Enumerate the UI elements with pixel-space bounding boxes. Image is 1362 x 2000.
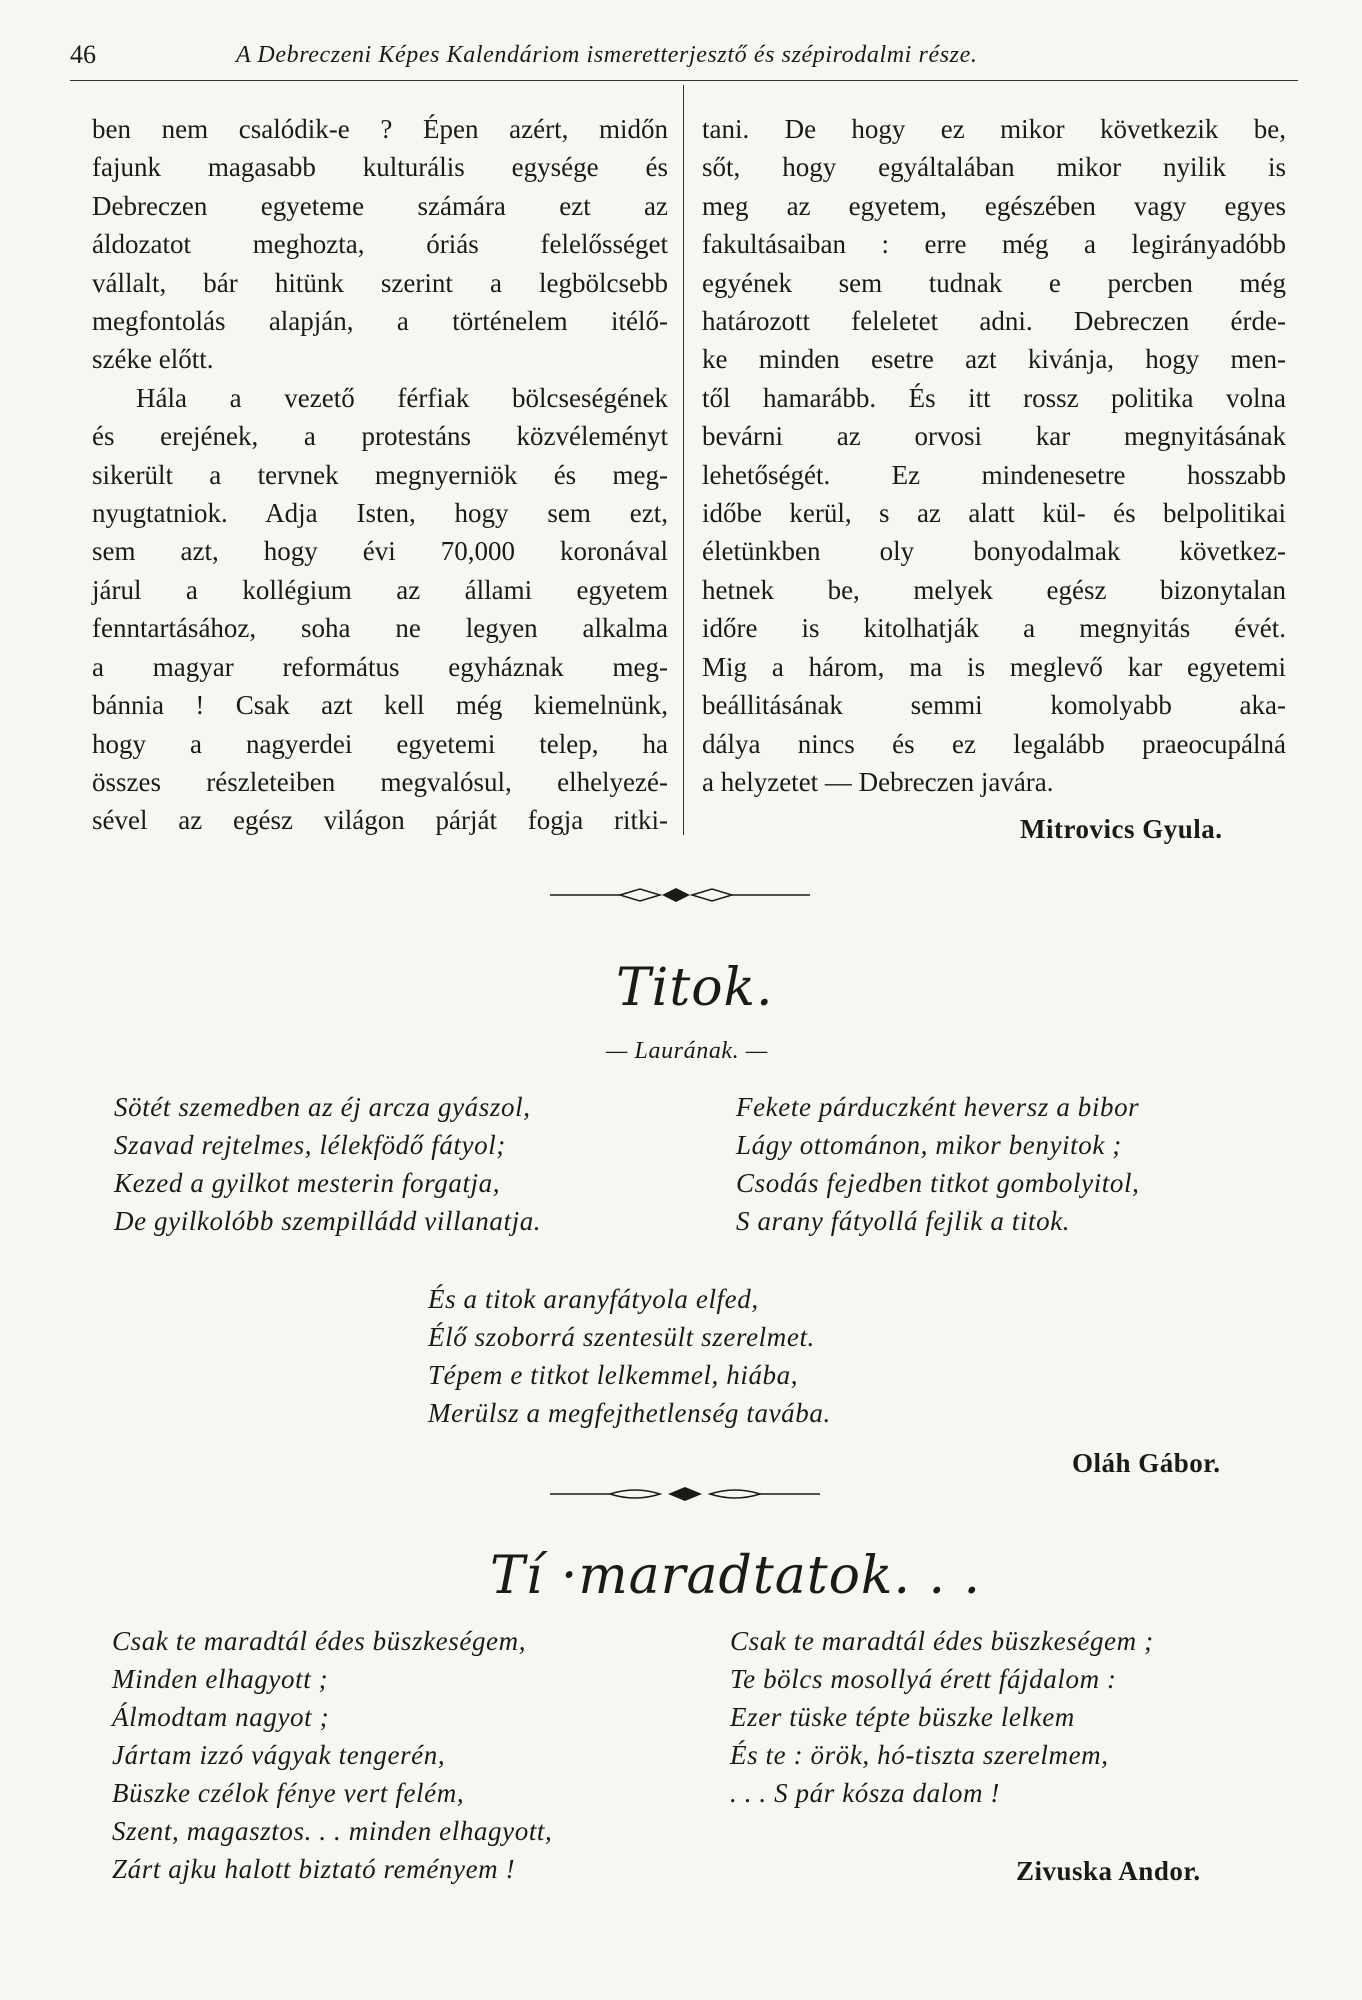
text-line: nyugtatniok. Adja Isten, hogy sem ezt,: [92, 498, 668, 529]
poem-stanza-right: [730, 1622, 1154, 1812]
text-line: áldozatot meghozta, óriás felelősséget: [92, 229, 668, 260]
text-line: egyének sem tudnak e percben még: [702, 267, 1286, 298]
text-line: Debreczen egyeteme számára ezt az: [92, 190, 668, 221]
text-line: a magyar református egyháznak meg-: [92, 651, 668, 682]
text-line: től hamarább. És itt rossz politika volna: [702, 382, 1286, 413]
text-line: a helyzetet — Debreczen javára.: [702, 766, 1054, 797]
article-author: Mitrovics Gyula.: [1020, 814, 1223, 844]
header-rule: [70, 80, 1298, 81]
text-line: ben nem csalódik-e ? Épen azért, midőn: [92, 114, 668, 144]
verse-line: Büszke czélok fénye vert felém,: [112, 1778, 465, 1808]
text-line: megfontolás alapján, a történelem itélő-: [92, 306, 668, 337]
verse-line: Szavad rejtelmes, lélekfödő fátyol;: [114, 1130, 506, 1160]
verse-line: Csodás fejedben titkot gombolyitol,: [736, 1168, 1140, 1198]
running-header: A Debreczeni Képes Kalendáriom ismeretterjesztő és szépirodalmi része.: [236, 42, 978, 68]
text-line: Hála a vezető férfiak bölcseségének: [136, 382, 668, 413]
verse-line: Álmodtam nagyot ;: [112, 1702, 330, 1732]
text-line: Mig a három, ma is meglevő kar egyetemi: [702, 651, 1286, 682]
verse-line: Lágy ottománon, mikor benyitok ;: [736, 1130, 1122, 1160]
text-line: hogy a nagyerdei egyetemi telep, ha: [92, 728, 668, 759]
text-line: sőt, hogy egyáltalában mikor nyilik is: [702, 152, 1286, 183]
verse-line: Te bölcs mosollyá érett fájdalom :: [730, 1664, 1117, 1694]
text-line: határozott feleletet adni. Debreczen érde-: [702, 306, 1286, 337]
text-line: járul a kollégium az állami egyetem: [92, 574, 668, 605]
text-line: összes részleteiben megvalósul, elhelyezé-: [92, 766, 668, 797]
column-divider: [683, 85, 684, 835]
text-line: fakultásaiban : erre még a legirányadóbb: [702, 229, 1286, 260]
page-number: 46: [70, 40, 96, 69]
verse-line: Csak te maradtál édes büszkeségem ;: [730, 1626, 1154, 1656]
text-line: időbe kerül, s az alatt kül- és belpolitikai: [702, 498, 1286, 529]
poem-stanza-left: [112, 1622, 552, 1888]
poem-stanza-left: [114, 1088, 541, 1240]
decorative-rule-icon: [550, 885, 810, 905]
text-line: sével az egész világon párját fogja ritki-: [92, 805, 668, 836]
text-line: dálya nincs és ez legalább praeocupálná: [702, 728, 1286, 759]
text-line: fenntartásához, soha ne legyen alkalma: [92, 613, 668, 644]
verse-line: Szent, magasztos. . . minden elhagyott,: [112, 1816, 553, 1846]
text-line: lehetőségét. Ez mindenesetre hosszabb: [702, 459, 1286, 490]
text-line: bevárni az orvosi kar megnyitásának: [702, 421, 1286, 452]
verse-line: Élő szoborrá szentesült szerelmet.: [428, 1322, 815, 1352]
verse-line: Merülsz a megfejthetlenség tavába.: [428, 1398, 831, 1428]
verse-line: S arany fátyollá fejlik a titok.: [736, 1206, 1071, 1236]
text-line: széke előtt.: [92, 344, 214, 375]
text-line: bánnia ! Csak azt kell még kiemelnünk,: [92, 690, 668, 721]
verse-line: Zárt ajku halott biztató reményem !: [112, 1854, 516, 1884]
verse-line: Minden elhagyott ;: [112, 1664, 329, 1694]
verse-line: Tépem e titkot lelkemmel, hiába,: [428, 1360, 799, 1390]
verse-line: Ezer tüske tépte büszke lelkem: [730, 1702, 1075, 1732]
text-line: életünkben oly bonyodalmak következ-: [702, 536, 1286, 567]
verse-line: És a titok aranyfátyola elfed,: [428, 1284, 759, 1314]
verse-line: . . . S pár kósza dalom !: [730, 1778, 1000, 1808]
poem-dedication: — Laurának. —: [606, 1038, 768, 1064]
article-left-column: [92, 110, 668, 840]
poem-stanza-center: [428, 1280, 831, 1432]
poem-author: Oláh Gábor.: [1072, 1448, 1221, 1478]
decorative-rule-icon: [550, 1484, 820, 1504]
poem-author: Zivuska Andor.: [1016, 1856, 1201, 1886]
verse-line: De gyilkolóbb szempilládd villanatja.: [114, 1206, 542, 1236]
text-line: sem azt, hogy évi 70,000 koronával: [92, 536, 668, 567]
verse-line: Sötét szemedben az éj arcza gyászol,: [114, 1092, 531, 1122]
text-line: hetnek be, melyek egész bizonytalan: [702, 574, 1286, 605]
verse-line: És te : örök, hó-tiszta szerelmem,: [730, 1740, 1109, 1770]
text-line: ke minden esetre azt kivánja, hogy men-: [702, 344, 1286, 375]
verse-line: Csak te maradtál édes büszkeségem,: [112, 1626, 527, 1656]
text-line: és erejének, a protestáns közvéleményt: [92, 421, 668, 452]
article-right-column: [702, 110, 1286, 801]
poem-title: Titok.: [616, 958, 774, 1018]
poem-title: Tí ·maradtatok. . .: [490, 1546, 982, 1606]
verse-line: Fekete párduczként heversz a bibor: [736, 1092, 1140, 1122]
text-line: beállitásának semmi komolyabb aka-: [702, 690, 1286, 721]
text-line: tani. De hogy ez mikor következik be,: [702, 114, 1286, 144]
poem-stanza-right: [736, 1088, 1139, 1240]
text-line: sikerült a tervnek megnyerniök és meg-: [92, 459, 668, 490]
verse-line: Kezed a gyilkot mesterin forgatja,: [114, 1168, 501, 1198]
text-line: fajunk magasabb kulturális egysége és: [92, 152, 668, 183]
text-line: vállalt, bár hitünk szerint a legbölcsebb: [92, 267, 668, 298]
text-line: meg az egyetem, egészében vagy egyes: [702, 190, 1286, 221]
text-line: időre is kitolhatják a megnyitás évét.: [702, 613, 1286, 644]
verse-line: Jártam izzó vágyak tengerén,: [112, 1740, 446, 1770]
